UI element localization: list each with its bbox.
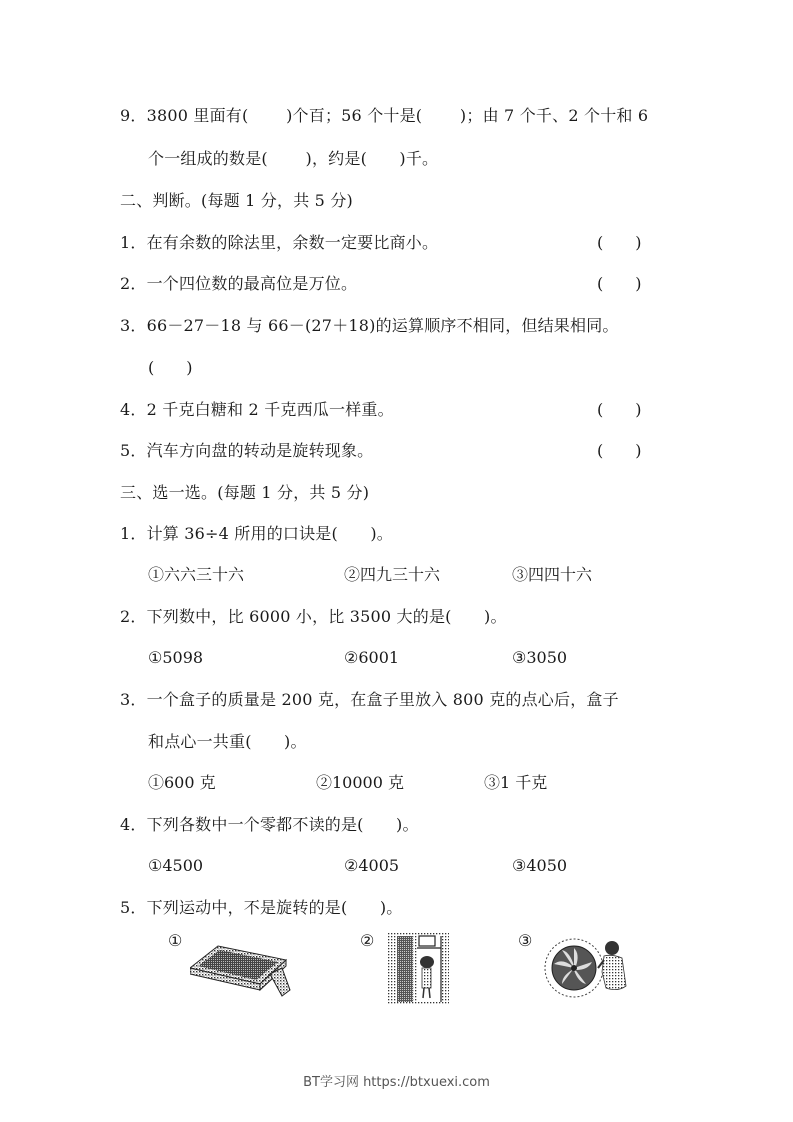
judge-item-2: 2．一个四位数的最高位是万位。 (120, 274, 358, 293)
choice-item-4: 4．下列各数中一个零都不读的是( )。 (120, 815, 419, 834)
choice-3-option-2[interactable]: ②10000 克 (316, 773, 404, 792)
choice-item-2: 2．下列数中，比 6000 小，比 3500 大的是( )。 (120, 607, 507, 626)
judge-item-3: 3．66－27－18 与 66－(27＋18)的运算顺序不相同，但结果相同。 (120, 316, 619, 335)
choice-3-option-3[interactable]: ③1 千克 (484, 773, 548, 792)
fan-image[interactable] (540, 936, 635, 1002)
judge-answer-blank-1[interactable]: ( ) (597, 233, 642, 252)
judge-item-1: 1．在有余数的除法里，余数一定要比商小。 (120, 233, 439, 252)
q9-line2: 个一组成的数是( )，约是( )千。 (148, 149, 439, 168)
judge-item-5: 5．汽车方向盘的转动是旋转现象。 (120, 441, 374, 460)
footer-watermark: BT学习网 https://btxuexi.com (303, 1075, 490, 1090)
picture-label-2: ② (360, 931, 375, 950)
choice-4-option-3[interactable]: ③4050 (512, 856, 568, 875)
choice-item-3-cont: 和点心一共重( )。 (148, 732, 307, 751)
choice-4-option-1[interactable]: ①4500 (148, 856, 204, 875)
q9-line1: 9．3800 里面有( )个百；56 个十是( )；由 7 个千、2 个十和 6 (120, 106, 649, 125)
choice-1-option-1[interactable]: ①六六三十六 (148, 565, 245, 584)
judge-answer-blank-4[interactable]: ( ) (597, 400, 642, 419)
choice-item-1: 1．计算 36÷4 所用的口诀是( )。 (120, 524, 393, 543)
choice-4-option-2[interactable]: ②4005 (344, 856, 400, 875)
drawer-slide-image[interactable] (190, 938, 300, 1000)
elevator-image[interactable] (385, 930, 451, 1006)
picture-label-3: ③ (518, 931, 533, 950)
choice-item-5: 5．下列运动中，不是旋转的是( )。 (120, 898, 403, 917)
choice-2-option-1[interactable]: ①5098 (148, 648, 204, 667)
choice-2-option-3[interactable]: ③3050 (512, 648, 568, 667)
choice-1-option-3[interactable]: ③四四十六 (512, 565, 593, 584)
choice-item-3: 3．一个盒子的质量是 200 克，在盒子里放入 800 克的点心后，盒子 (120, 690, 619, 709)
section2-title: 二、判断。(每题 1 分，共 5 分) (120, 191, 353, 210)
judge-answer-blank-5[interactable]: ( ) (597, 441, 642, 460)
choice-3-option-1[interactable]: ①600 克 (148, 773, 216, 792)
judge-item-4: 4．2 千克白糖和 2 千克西瓜一样重。 (120, 400, 394, 419)
picture-label-1: ① (168, 931, 183, 950)
judge-answer-blank-3[interactable]: ( ) (148, 358, 193, 377)
choice-2-option-2[interactable]: ②6001 (344, 648, 400, 667)
section3-title: 三、选一选。(每题 1 分，共 5 分) (120, 483, 370, 502)
judge-answer-blank-2[interactable]: ( ) (597, 274, 642, 293)
choice-1-option-2[interactable]: ②四九三十六 (344, 565, 441, 584)
